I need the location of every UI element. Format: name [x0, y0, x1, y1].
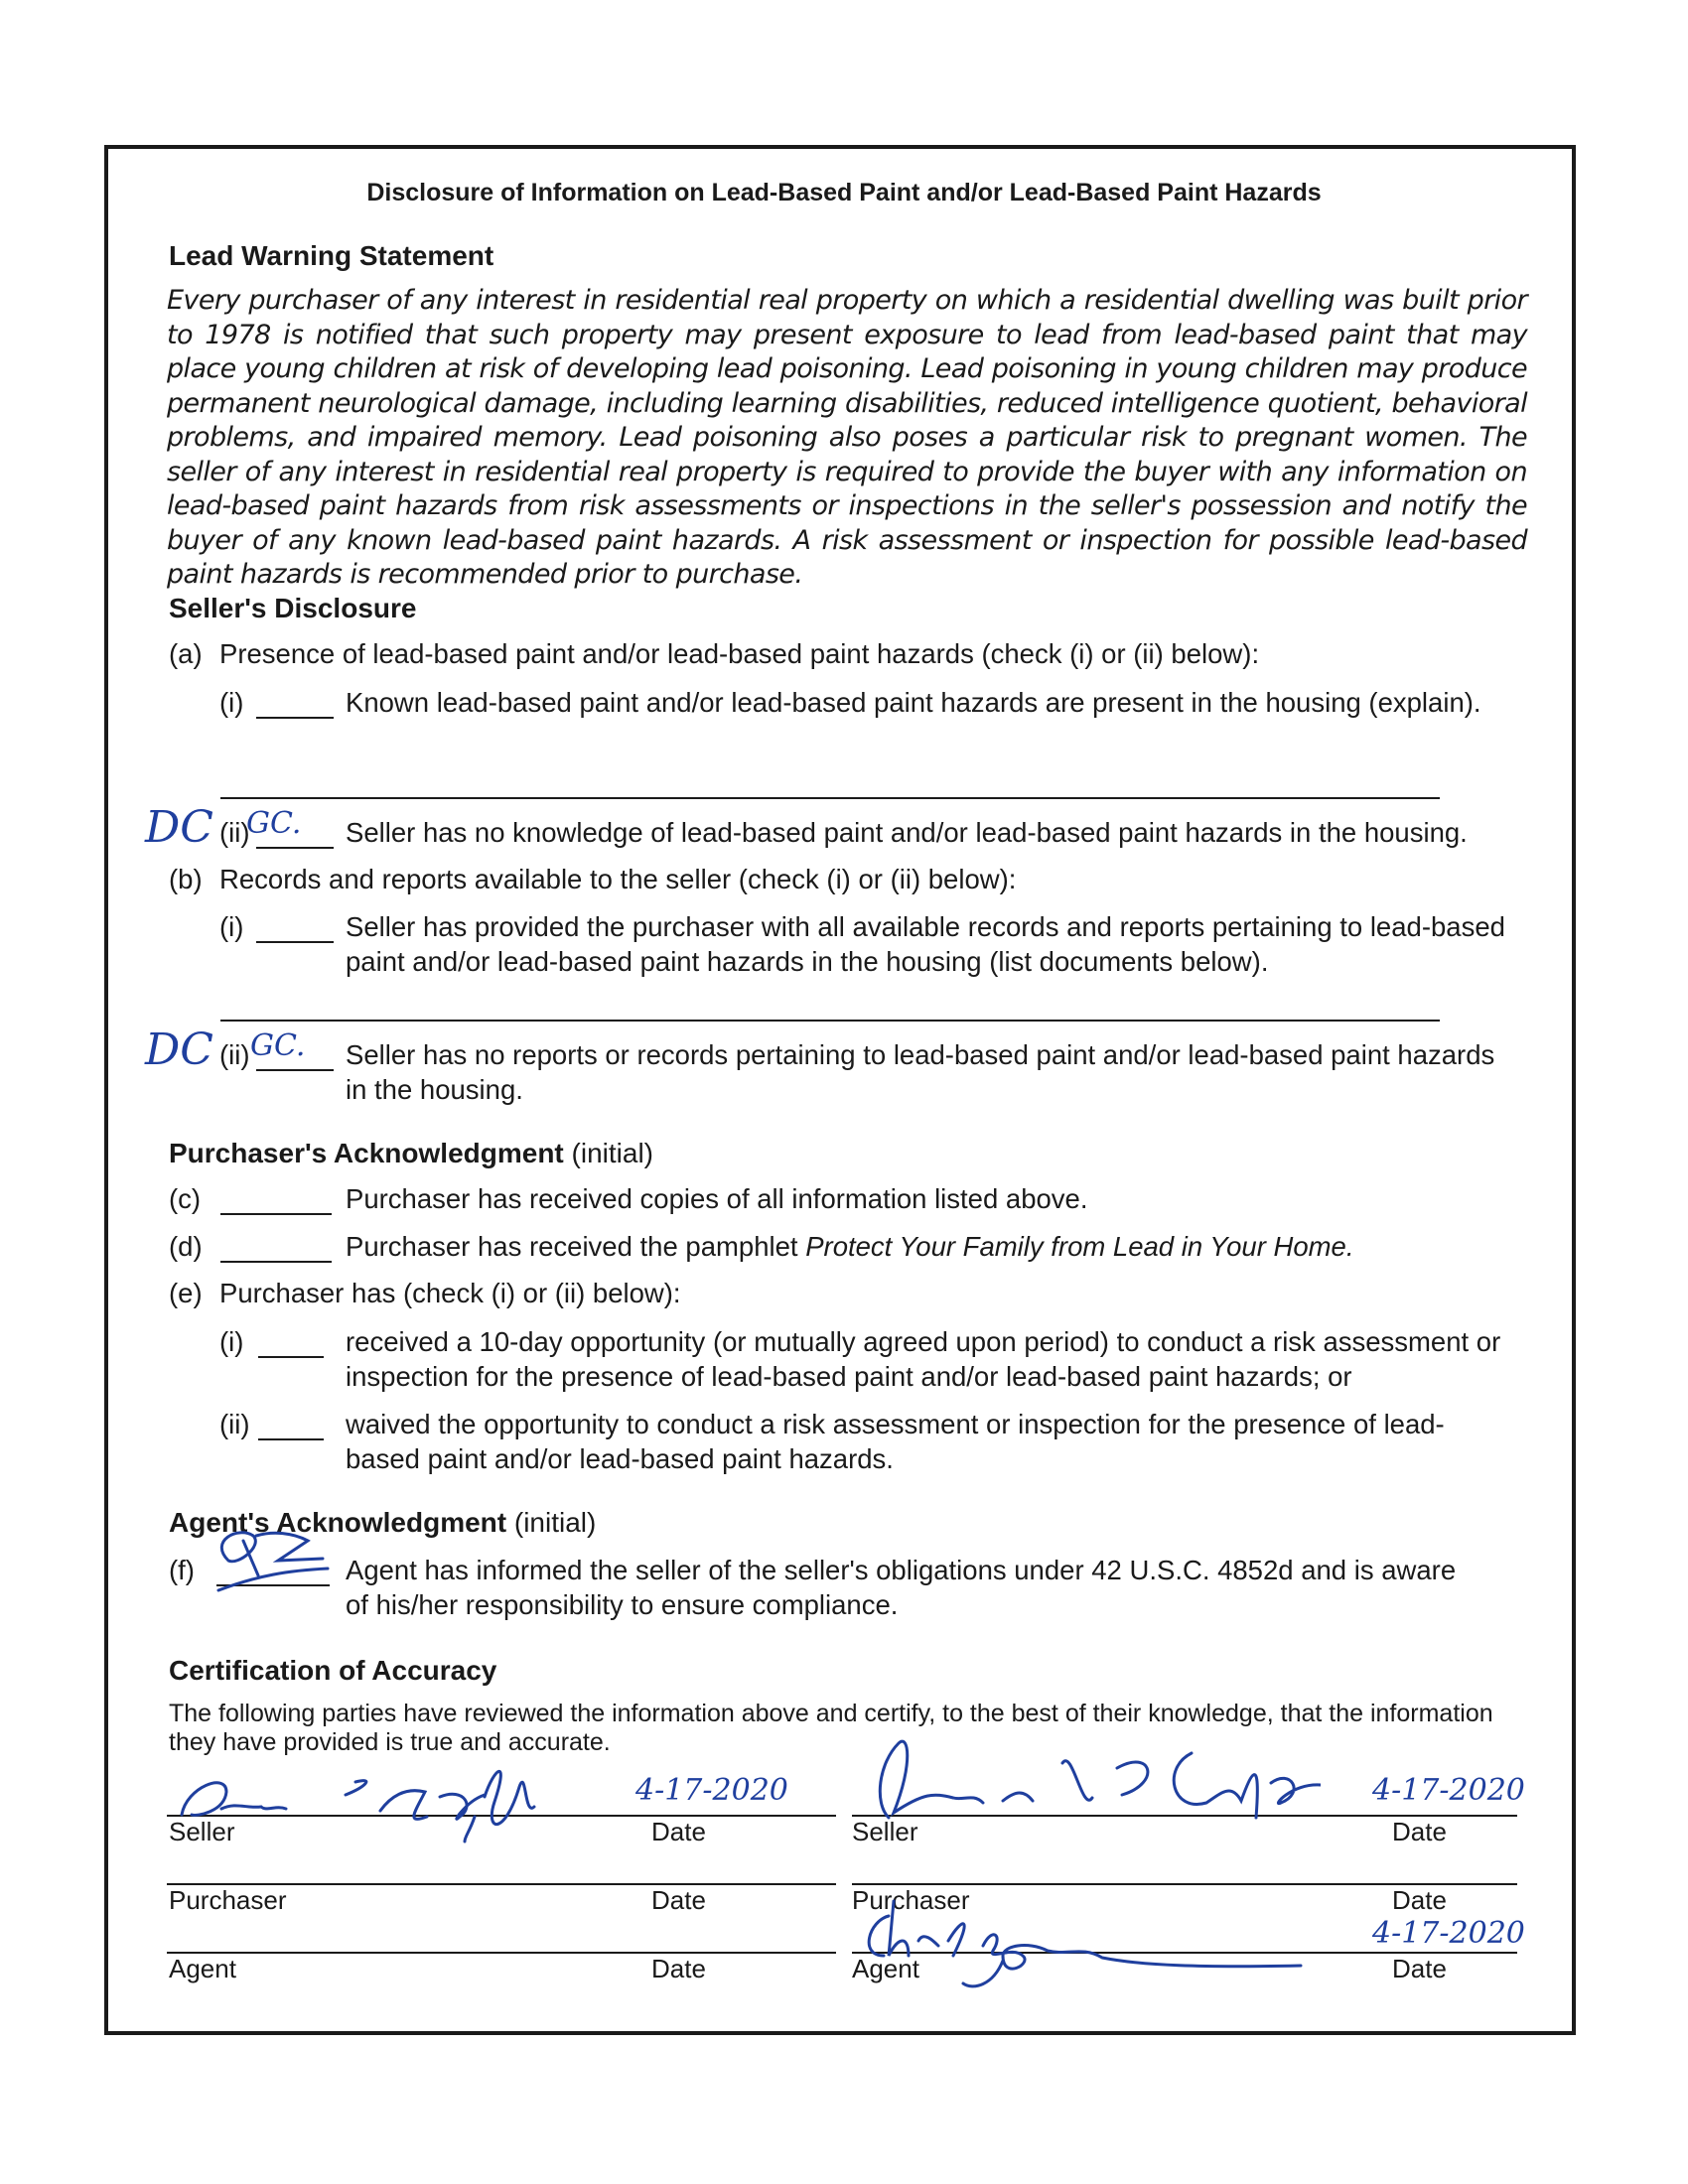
- item-b-text: Records and reports available to the seller (check (i) or (ii) below):: [219, 864, 1017, 894]
- agent-1-signature-line[interactable]: [167, 1952, 836, 1954]
- form-title: Disclosure of Information on Lead-Based Paint and/or Lead-Based Paint Hazards: [366, 179, 1322, 206]
- item-c-text: Purchaser has received copies of all information listed above.: [346, 1183, 1088, 1214]
- pamphlet-title: Protect Your Family from Lead in Your Home.: [805, 1231, 1354, 1262]
- item-e-text: Purchaser has (check (i) or (ii) below):: [219, 1278, 681, 1308]
- purchaser-1-date-label: Date: [651, 1885, 706, 1915]
- purchaser-2-date-label: Date: [1392, 1885, 1447, 1915]
- item-a-text: Presence of lead-based paint and/or lead-based paint hazards (check (i) or (ii) below):: [219, 638, 1260, 669]
- item-a-ii-text: Seller has no knowledge of lead-based paint and/or lead-based paint hazards in the housing.: [346, 817, 1468, 848]
- item-b-documents-line[interactable]: [220, 1020, 1440, 1022]
- item-d-text: [346, 1230, 1537, 1265]
- purchaser-2-label: Purchaser: [852, 1885, 970, 1915]
- item-d-label: (d): [169, 1231, 203, 1262]
- warning-text: Every purchaser of any interest in residential real property on which a residential dwelling was built prior to 1978 is notified that such property may present exposure to lead from lead-based paint that may place young children at risk of developing lead poisoning. Lead poisoning in young children may produce permanent neurological damage, including learning disabilities, reduced intelligence quotient, behavioral problems, and impaired memory. Lead poisoning also poses a particular risk to pregnant women. The seller of any interest in residential real property is required to provide the buyer with any information on lead-based paint hazards from risk assessments or inspections in the seller's possession and notify the buyer of any known lead-based paint hazards. A risk assessment or inspection for possible lead-based paint hazards is recommended prior to purchase.: [167, 285, 1527, 590]
- seller-initials-a: DC: [145, 802, 213, 853]
- seller-2-date: 4-17-2020: [1372, 1773, 1525, 1808]
- item-a-i-label: (i): [219, 687, 244, 718]
- seller-initials-a-blank: GC.: [246, 806, 302, 841]
- item-e-ii-blank[interactable]: [258, 1413, 324, 1440]
- item-e-ii-text: waived the opportunity to conduct a risk assessment or inspection for the presence of lead-based paint and/or lead-based paint hazards.: [346, 1409, 1445, 1474]
- agent-2-date-label: Date: [1392, 1954, 1447, 1983]
- item-a-i-blank[interactable]: [256, 691, 334, 719]
- item-b-i-text: Seller has provided the purchaser with all available records and reports pertaining to lead-based paint and/or lead-based paint hazards in the housing (list documents below).: [346, 911, 1505, 977]
- seller-disclosure-heading: Seller's Disclosure: [169, 593, 417, 623]
- seller-2-date-label: Date: [1392, 1817, 1447, 1846]
- seller-1-signature: [167, 1737, 604, 1846]
- purchaser-ack-heading: [169, 1138, 653, 1169]
- purchaser-ack-heading-text: Purchaser's Acknowledgment: [169, 1138, 564, 1168]
- purchaser-1-label: Purchaser: [169, 1885, 287, 1915]
- item-c-blank[interactable]: [220, 1187, 332, 1215]
- item-f-text: Agent has informed the seller of the seller's obligations under 42 U.S.C. 4852d and is aware of his/her responsibility to ensure compliance.: [346, 1555, 1457, 1620]
- certification-text: The following parties have reviewed the information above and certify, to the best of their knowledge, that the information they have provided is true and accurate.: [169, 1700, 1493, 1756]
- seller-1-date-label: Date: [651, 1817, 706, 1846]
- item-f-label: (f): [169, 1555, 195, 1585]
- item-a-explain-line[interactable]: [220, 797, 1440, 799]
- item-a-i-text: Known lead-based paint and/or lead-based paint hazards are present in the housing (explain).: [346, 687, 1481, 718]
- item-b-ii-text: Seller has no reports or records pertaining to lead-based paint and/or lead-based paint hazards in the housing.: [346, 1039, 1495, 1105]
- agent-ack-heading-text: Agent's Acknowledgment: [169, 1507, 507, 1538]
- seller-2-signature: [864, 1723, 1321, 1843]
- certification-heading: Certification of Accuracy: [169, 1655, 497, 1686]
- agent-2-date: 4-17-2020: [1372, 1916, 1525, 1951]
- agent-initials-signature: [199, 1521, 338, 1600]
- agent-ack-heading-suffix: (initial): [513, 1507, 597, 1538]
- seller-2-label: Seller: [852, 1817, 918, 1846]
- item-c-label: (c): [169, 1183, 202, 1214]
- item-e-i-blank[interactable]: [258, 1330, 324, 1358]
- item-e-ii-label: (ii): [219, 1409, 250, 1439]
- item-e-label: (e): [169, 1278, 203, 1308]
- warning-heading: Lead Warning Statement: [169, 240, 494, 271]
- item-a-label: (a): [169, 638, 203, 669]
- item-d-blank[interactable]: [220, 1235, 332, 1263]
- agent-1-date-label: Date: [651, 1954, 706, 1983]
- agent-2-label: Agent: [852, 1954, 919, 1983]
- item-e-i-label: (i): [219, 1326, 244, 1357]
- seller-initials-b: DC: [145, 1024, 213, 1075]
- seller-1-label: Seller: [169, 1817, 235, 1846]
- item-b-i-blank[interactable]: [256, 915, 334, 943]
- agent-1-label: Agent: [169, 1954, 236, 1983]
- agent-2-signature: [854, 1886, 1311, 1995]
- seller-initials-b-blank: GC.: [250, 1028, 306, 1063]
- item-b-ii-label: (ii): [219, 1039, 250, 1070]
- item-b-label: (b): [169, 864, 203, 894]
- item-a-ii-label: (ii): [219, 817, 250, 848]
- seller-1-date: 4-17-2020: [635, 1773, 788, 1808]
- item-e-i-text: received a 10-day opportunity (or mutually agreed upon period) to conduct a risk assessment or inspection for the presence of lead-based paint and/or lead-based paint hazards; or: [346, 1326, 1501, 1392]
- item-d-text-plain: Purchaser has received the pamphlet: [346, 1231, 798, 1262]
- purchaser-ack-heading-suffix: (initial): [571, 1138, 653, 1168]
- item-b-i-label: (i): [219, 911, 244, 942]
